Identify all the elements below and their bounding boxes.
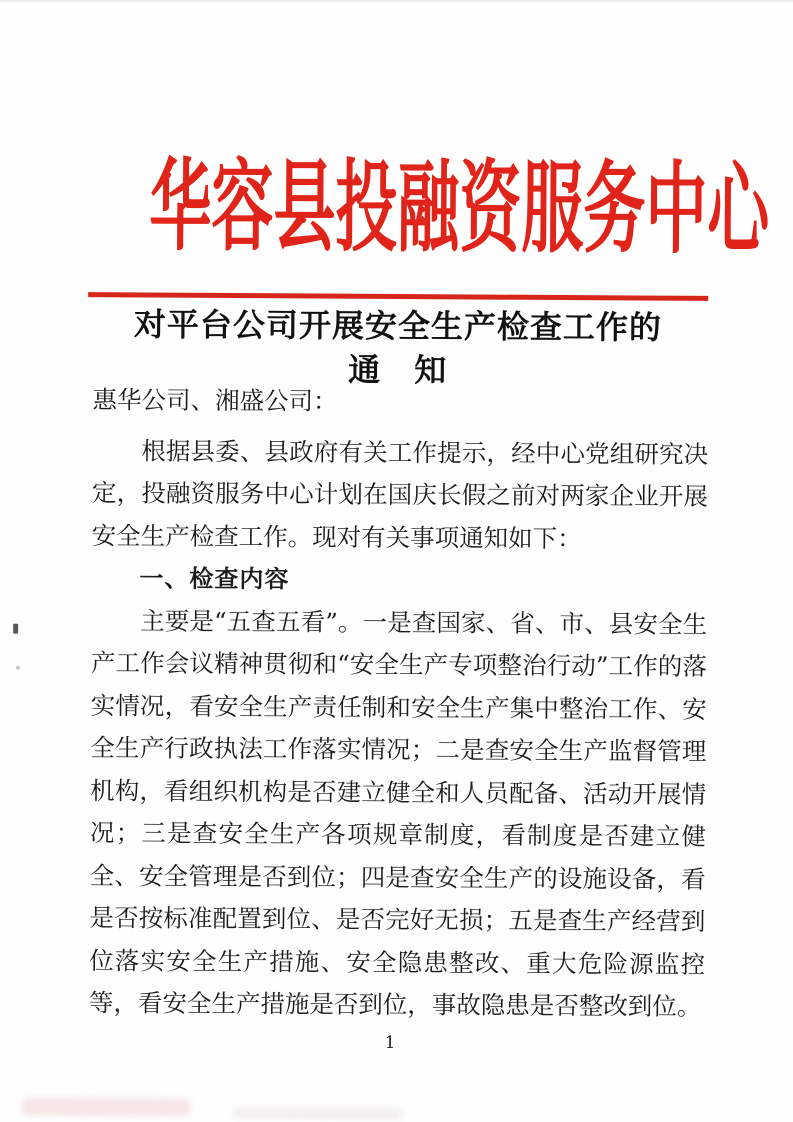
notice-title-line1: 对平台公司开展安全生产检查工作的 xyxy=(133,305,663,347)
section-1-paragraph: 主要是“五查五看”。一是查国家、省、市、县安全生产工作会议精神贯彻和“安全生产专项整治行动”工作的落实情况，看安全生产责任制和安全生产集中整治工作、安全生产行政执法工作落实情况；二是查安全生产监督管理机构，看组织机构是否建立健全和人员配备、活动开展情况；三是查安全生产各项规章制度，看制度是否建立健全、安全管理是否到位；四是查安全生产的设施设备，看是否按标准配置到位、是否完好无损；五是查生产经营到位落实安全生产措施、安全隐患整改、重大危险源监控等，看安全生产措施是否到位，事故隐患是否整改到位。 xyxy=(88,605,708,1021)
scan-artifact-speck xyxy=(16,666,20,670)
section-1-heading: 一、检查内容 xyxy=(139,564,290,594)
scan-artifact-smudge xyxy=(21,1098,191,1117)
scan-artifact-speck xyxy=(13,624,18,634)
page-number: 1 xyxy=(384,1032,396,1054)
letterhead-divider-rule xyxy=(88,292,708,300)
notice-body xyxy=(89,379,709,1028)
letterhead-org-name: 华容县投融资服务中心 xyxy=(149,146,770,269)
salutation: 惠华公司、湘盛公司： xyxy=(92,385,338,416)
scan-artifact-smudge xyxy=(233,1107,403,1120)
intro-paragraph: 根据县委、县政府有关工作提示，经中心党组研究决定，投融资服务中心计划在国庆长假之前对两家企业开展安全生产检查工作。现对有关事项通知如下： xyxy=(91,435,709,553)
notice-title-line2: 通 知 xyxy=(348,350,448,390)
